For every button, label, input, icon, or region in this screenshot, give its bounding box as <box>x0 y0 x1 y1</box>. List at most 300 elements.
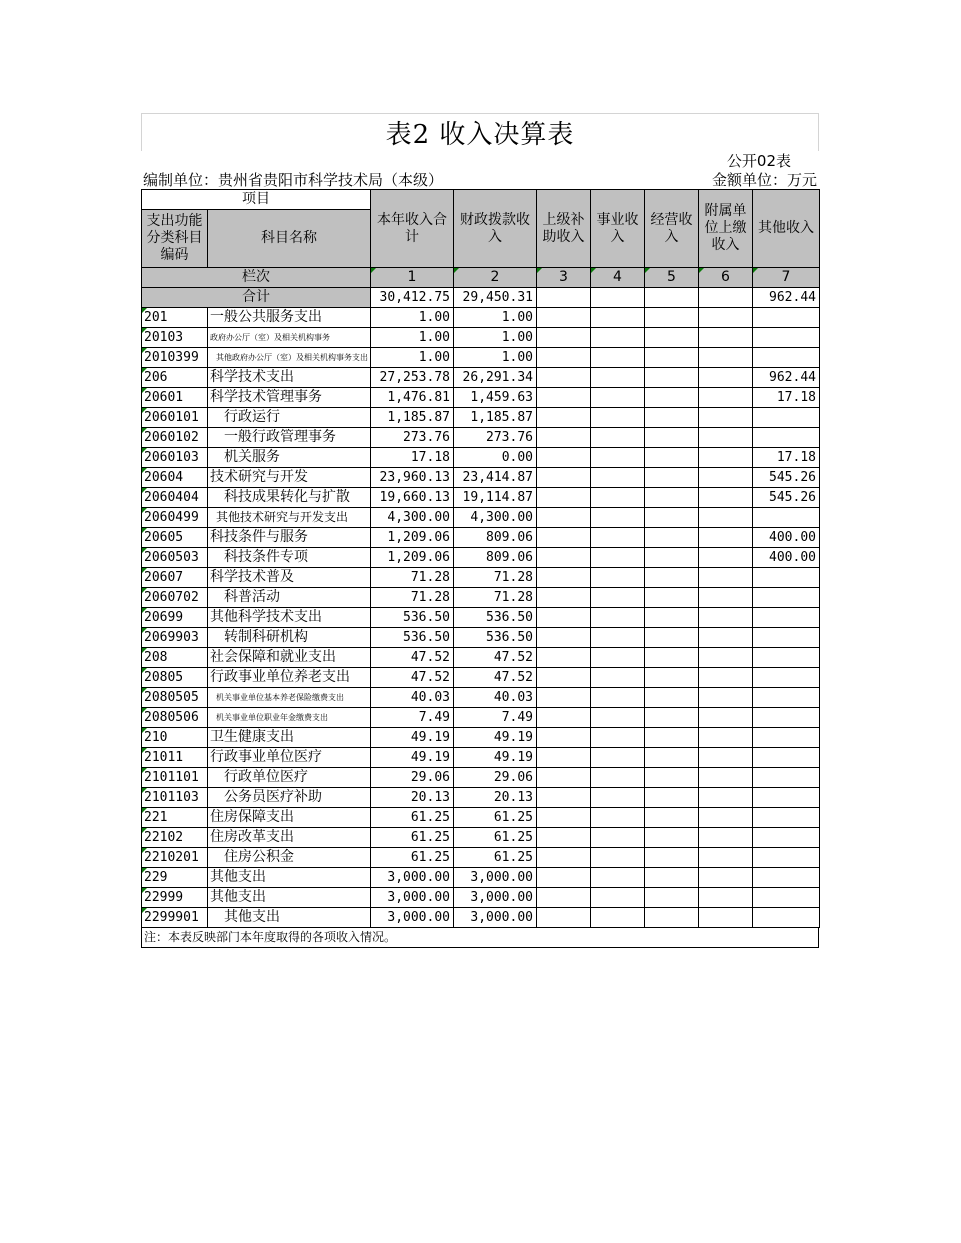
row-other <box>753 868 820 888</box>
row-operating <box>645 668 699 688</box>
row-other: 962.44 <box>753 368 820 388</box>
table-row <box>142 408 820 428</box>
table-row <box>142 328 820 348</box>
row-affiliated <box>699 748 753 768</box>
row-operating <box>645 628 699 648</box>
row-other: 400.00 <box>753 548 820 568</box>
row-fiscal: 26,291.34 <box>454 368 537 388</box>
row-affiliated <box>699 368 753 388</box>
row-fiscal: 273.76 <box>454 428 537 448</box>
row-affiliated <box>699 908 753 928</box>
row-affiliated <box>699 568 753 588</box>
row-business <box>591 648 645 668</box>
row-operating <box>645 728 699 748</box>
row-affiliated <box>699 808 753 828</box>
row-fiscal: 47.52 <box>454 648 537 668</box>
row-superior <box>537 428 591 448</box>
row-operating <box>645 748 699 768</box>
row-code: 2010399 <box>142 348 208 368</box>
row-code: 21011 <box>142 748 208 768</box>
row-total: 1,209.06 <box>371 528 454 548</box>
table-row <box>142 568 820 588</box>
row-affiliated <box>699 628 753 648</box>
row-name: 行政事业单位养老支出 <box>208 668 371 688</box>
row-name: 科技条件与服务 <box>208 528 371 548</box>
row-code: 20605 <box>142 528 208 548</box>
row-operating <box>645 768 699 788</box>
row-superior <box>537 528 591 548</box>
row-affiliated <box>699 488 753 508</box>
table-row <box>142 448 820 468</box>
row-total: 1,209.06 <box>371 548 454 568</box>
row-code: 20604 <box>142 468 208 488</box>
row-code: 221 <box>142 808 208 828</box>
row-superior <box>537 348 591 368</box>
row-operating <box>645 688 699 708</box>
table-row <box>142 908 820 928</box>
row-superior <box>537 888 591 908</box>
row-superior <box>537 668 591 688</box>
row-name: 卫生健康支出 <box>208 728 371 748</box>
row-business <box>591 508 645 528</box>
row-total: 61.25 <box>371 828 454 848</box>
row-code: 2080505 <box>142 688 208 708</box>
row-operating <box>645 448 699 468</box>
row-business <box>591 768 645 788</box>
row-total: 1.00 <box>371 348 454 368</box>
row-business <box>591 888 645 908</box>
row-total: 27,253.78 <box>371 368 454 388</box>
page-title: 表2 收入决算表 <box>141 113 819 151</box>
row-superior <box>537 628 591 648</box>
row-other <box>753 568 820 588</box>
row-other <box>753 708 820 728</box>
row-operating <box>645 488 699 508</box>
row-operating <box>645 808 699 828</box>
row-fiscal: 536.50 <box>454 608 537 628</box>
row-operating <box>645 528 699 548</box>
row-total: 61.25 <box>371 848 454 868</box>
row-name: 行政运行 <box>208 408 371 428</box>
row-total: 536.50 <box>371 628 454 648</box>
header-business: 事业收入 <box>591 190 645 268</box>
row-total: 61.25 <box>371 808 454 828</box>
table-body <box>142 288 820 928</box>
row-business <box>591 368 645 388</box>
row-name: 住房保障支出 <box>208 808 371 828</box>
row-name: 其他技术研究与开发支出 <box>208 508 371 528</box>
row-total: 47.52 <box>371 648 454 668</box>
row-total: 1.00 <box>371 308 454 328</box>
table-row <box>142 808 820 828</box>
row-total: 47.52 <box>371 668 454 688</box>
header-project: 项目 <box>142 190 371 210</box>
header-lanci: 栏次 <box>142 268 371 288</box>
row-business <box>591 708 645 728</box>
table-row <box>142 388 820 408</box>
row-business <box>591 348 645 368</box>
row-total: 49.19 <box>371 748 454 768</box>
row-total: 7.49 <box>371 708 454 728</box>
row-fiscal: 1.00 <box>454 328 537 348</box>
row-operating <box>645 508 699 528</box>
row-superior <box>537 608 591 628</box>
header-operating: 经营收入 <box>645 190 699 268</box>
row-other <box>753 408 820 428</box>
col-num-7: 7 <box>753 268 820 288</box>
row-total: 1.00 <box>371 328 454 348</box>
row-code: 206 <box>142 368 208 388</box>
row-other: 545.26 <box>753 468 820 488</box>
table-row <box>142 308 820 328</box>
header-name-col: 科目名称 <box>208 210 371 268</box>
row-superior <box>537 468 591 488</box>
row-superior <box>537 848 591 868</box>
row-operating <box>645 788 699 808</box>
row-operating <box>645 708 699 728</box>
row-business <box>591 908 645 928</box>
row-code: 208 <box>142 648 208 668</box>
table-row <box>142 728 820 748</box>
row-total: 20.13 <box>371 788 454 808</box>
row-fiscal: 71.28 <box>454 588 537 608</box>
row-name: 政府办公厅（室）及相关机构事务 <box>208 328 371 348</box>
row-superior <box>537 588 591 608</box>
row-operating <box>645 348 699 368</box>
row-code: 210 <box>142 728 208 748</box>
row-code: 22102 <box>142 828 208 848</box>
col-num-4: 4 <box>591 268 645 288</box>
header-other: 其他收入 <box>753 190 820 268</box>
row-code: 2101101 <box>142 768 208 788</box>
row-name: 转制科研机构 <box>208 628 371 648</box>
table-row <box>142 668 820 688</box>
row-other <box>753 588 820 608</box>
row-business <box>591 468 645 488</box>
row-name: 其他政府办公厅（室）及相关机构事务支出 <box>208 348 371 368</box>
form-code-row <box>141 151 819 171</box>
row-business <box>591 848 645 868</box>
total-c1: 30,412.75 <box>371 288 454 308</box>
row-affiliated <box>699 828 753 848</box>
row-fiscal: 61.25 <box>454 848 537 868</box>
row-operating <box>645 888 699 908</box>
row-code: 201 <box>142 308 208 328</box>
row-operating <box>645 588 699 608</box>
row-fiscal: 61.25 <box>454 828 537 848</box>
table-row <box>142 868 820 888</box>
row-code: 22999 <box>142 888 208 908</box>
row-total: 1,476.81 <box>371 388 454 408</box>
row-name: 技术研究与开发 <box>208 468 371 488</box>
row-fiscal: 3,000.00 <box>454 868 537 888</box>
row-code: 20805 <box>142 668 208 688</box>
total-c2: 29,450.31 <box>454 288 537 308</box>
income-table <box>141 189 820 928</box>
row-other: 400.00 <box>753 528 820 548</box>
row-other <box>753 748 820 768</box>
row-other <box>753 608 820 628</box>
table-row <box>142 768 820 788</box>
row-superior <box>537 728 591 748</box>
total-c7: 962.44 <box>753 288 820 308</box>
row-total: 49.19 <box>371 728 454 748</box>
row-fiscal: 49.19 <box>454 748 537 768</box>
row-total: 3,000.00 <box>371 888 454 908</box>
row-name: 科学技术支出 <box>208 368 371 388</box>
row-fiscal: 49.19 <box>454 728 537 748</box>
row-business <box>591 688 645 708</box>
row-name: 科技条件专项 <box>208 548 371 568</box>
row-name: 一般公共服务支出 <box>208 308 371 328</box>
row-affiliated <box>699 768 753 788</box>
table-row <box>142 648 820 668</box>
row-code: 2060404 <box>142 488 208 508</box>
row-other <box>753 668 820 688</box>
row-affiliated <box>699 408 753 428</box>
row-business <box>591 868 645 888</box>
row-affiliated <box>699 468 753 488</box>
row-other <box>753 688 820 708</box>
row-fiscal: 71.28 <box>454 568 537 588</box>
row-other <box>753 648 820 668</box>
row-other <box>753 808 820 828</box>
row-affiliated <box>699 648 753 668</box>
row-superior <box>537 568 591 588</box>
row-superior <box>537 788 591 808</box>
row-other <box>753 768 820 788</box>
row-code: 2060702 <box>142 588 208 608</box>
row-fiscal: 1,459.63 <box>454 388 537 408</box>
row-superior <box>537 748 591 768</box>
row-code: 2069903 <box>142 628 208 648</box>
row-total: 4,300.00 <box>371 508 454 528</box>
row-name: 一般行政管理事务 <box>208 428 371 448</box>
table-row <box>142 588 820 608</box>
row-total: 40.03 <box>371 688 454 708</box>
row-fiscal: 40.03 <box>454 688 537 708</box>
row-other <box>753 828 820 848</box>
row-total: 3,000.00 <box>371 908 454 928</box>
table-row <box>142 428 820 448</box>
row-operating <box>645 568 699 588</box>
row-operating <box>645 648 699 668</box>
row-operating <box>645 388 699 408</box>
row-superior <box>537 808 591 828</box>
row-other <box>753 328 820 348</box>
row-operating <box>645 308 699 328</box>
row-other <box>753 308 820 328</box>
row-business <box>591 528 645 548</box>
row-superior <box>537 768 591 788</box>
row-superior <box>537 408 591 428</box>
row-fiscal: 4,300.00 <box>454 508 537 528</box>
row-operating <box>645 908 699 928</box>
row-name: 其他科学技术支出 <box>208 608 371 628</box>
row-affiliated <box>699 428 753 448</box>
row-code: 2080506 <box>142 708 208 728</box>
income-statement-sheet <box>141 113 819 948</box>
row-name: 机关事业单位基本养老保险缴费支出 <box>208 688 371 708</box>
row-other <box>753 848 820 868</box>
row-total: 19,660.13 <box>371 488 454 508</box>
row-affiliated <box>699 508 753 528</box>
table-row <box>142 708 820 728</box>
row-superior <box>537 828 591 848</box>
form-code: 公开02表 <box>726 152 791 170</box>
row-total: 273.76 <box>371 428 454 448</box>
row-operating <box>645 428 699 448</box>
col-num-6: 6 <box>699 268 753 288</box>
row-affiliated <box>699 708 753 728</box>
row-business <box>591 308 645 328</box>
row-code: 2299901 <box>142 908 208 928</box>
row-name: 科学技术管理事务 <box>208 388 371 408</box>
row-code: 2060499 <box>142 508 208 528</box>
col-num-2: 2 <box>454 268 537 288</box>
row-operating <box>645 368 699 388</box>
table-row <box>142 788 820 808</box>
row-code: 20699 <box>142 608 208 628</box>
row-affiliated <box>699 608 753 628</box>
row-other <box>753 788 820 808</box>
row-business <box>591 428 645 448</box>
row-affiliated <box>699 348 753 368</box>
row-business <box>591 408 645 428</box>
row-code: 2101103 <box>142 788 208 808</box>
row-fiscal: 809.06 <box>454 528 537 548</box>
row-business <box>591 628 645 648</box>
table-row <box>142 628 820 648</box>
row-superior <box>537 328 591 348</box>
row-fiscal: 19,114.87 <box>454 488 537 508</box>
row-other <box>753 428 820 448</box>
row-operating <box>645 608 699 628</box>
row-other <box>753 508 820 528</box>
row-superior <box>537 868 591 888</box>
row-operating <box>645 328 699 348</box>
row-affiliated <box>699 888 753 908</box>
row-operating <box>645 868 699 888</box>
row-code: 2210201 <box>142 848 208 868</box>
row-operating <box>645 548 699 568</box>
row-operating <box>645 848 699 868</box>
row-business <box>591 488 645 508</box>
total-label: 合计 <box>142 288 371 308</box>
row-business <box>591 588 645 608</box>
row-business <box>591 328 645 348</box>
total-c5 <box>645 288 699 308</box>
table-row <box>142 888 820 908</box>
row-fiscal: 29.06 <box>454 768 537 788</box>
row-total: 23,960.13 <box>371 468 454 488</box>
row-fiscal: 1.00 <box>454 308 537 328</box>
row-superior <box>537 488 591 508</box>
row-name: 行政事业单位医疗 <box>208 748 371 768</box>
col-num-5: 5 <box>645 268 699 288</box>
row-total: 71.28 <box>371 568 454 588</box>
table-row <box>142 848 820 868</box>
row-name: 公务员医疗补助 <box>208 788 371 808</box>
total-c4 <box>591 288 645 308</box>
row-name: 科技成果转化与扩散 <box>208 488 371 508</box>
row-affiliated <box>699 688 753 708</box>
row-other <box>753 888 820 908</box>
table-row <box>142 748 820 768</box>
row-code: 2060101 <box>142 408 208 428</box>
row-affiliated <box>699 588 753 608</box>
row-name: 其他支出 <box>208 908 371 928</box>
row-name: 其他支出 <box>208 868 371 888</box>
row-fiscal: 1.00 <box>454 348 537 368</box>
row-fiscal: 809.06 <box>454 548 537 568</box>
unit-row <box>141 171 819 189</box>
row-business <box>591 668 645 688</box>
header-total: 本年收入合计 <box>371 190 454 268</box>
row-superior <box>537 708 591 728</box>
header-superior: 上级补助收入 <box>537 190 591 268</box>
row-affiliated <box>699 328 753 348</box>
row-fiscal: 7.49 <box>454 708 537 728</box>
row-operating <box>645 468 699 488</box>
row-name: 其他支出 <box>208 888 371 908</box>
row-business <box>591 388 645 408</box>
row-name: 住房改革支出 <box>208 828 371 848</box>
row-name: 行政单位医疗 <box>208 768 371 788</box>
row-other: 17.18 <box>753 388 820 408</box>
row-superior <box>537 388 591 408</box>
row-fiscal: 23,414.87 <box>454 468 537 488</box>
row-other <box>753 728 820 748</box>
row-affiliated <box>699 868 753 888</box>
total-c6 <box>699 288 753 308</box>
row-affiliated <box>699 848 753 868</box>
currency-unit: 金额单位：万元 <box>711 171 817 189</box>
header-fiscal: 财政拨款收入 <box>454 190 537 268</box>
row-fiscal: 3,000.00 <box>454 888 537 908</box>
row-total: 71.28 <box>371 588 454 608</box>
row-other <box>753 628 820 648</box>
row-business <box>591 448 645 468</box>
row-affiliated <box>699 528 753 548</box>
table-row <box>142 548 820 568</box>
header-affiliated: 附属单位上缴收入 <box>699 190 753 268</box>
row-business <box>591 728 645 748</box>
row-fiscal: 0.00 <box>454 448 537 468</box>
col-num-1: 1 <box>371 268 454 288</box>
table-row <box>142 468 820 488</box>
row-other <box>753 348 820 368</box>
row-code: 2060103 <box>142 448 208 468</box>
row-superior <box>537 308 591 328</box>
row-superior <box>537 548 591 568</box>
row-affiliated <box>699 728 753 748</box>
row-fiscal: 1,185.87 <box>454 408 537 428</box>
row-name: 机关服务 <box>208 448 371 468</box>
header-code-col: 支出功能分类科目编码 <box>142 210 208 268</box>
row-business <box>591 788 645 808</box>
row-total: 3,000.00 <box>371 868 454 888</box>
row-fiscal: 536.50 <box>454 628 537 648</box>
row-total: 1,185.87 <box>371 408 454 428</box>
table-row <box>142 608 820 628</box>
row-total: 536.50 <box>371 608 454 628</box>
row-superior <box>537 648 591 668</box>
row-name: 社会保障和就业支出 <box>208 648 371 668</box>
table-row <box>142 368 820 388</box>
row-code: 20103 <box>142 328 208 348</box>
row-business <box>591 548 645 568</box>
